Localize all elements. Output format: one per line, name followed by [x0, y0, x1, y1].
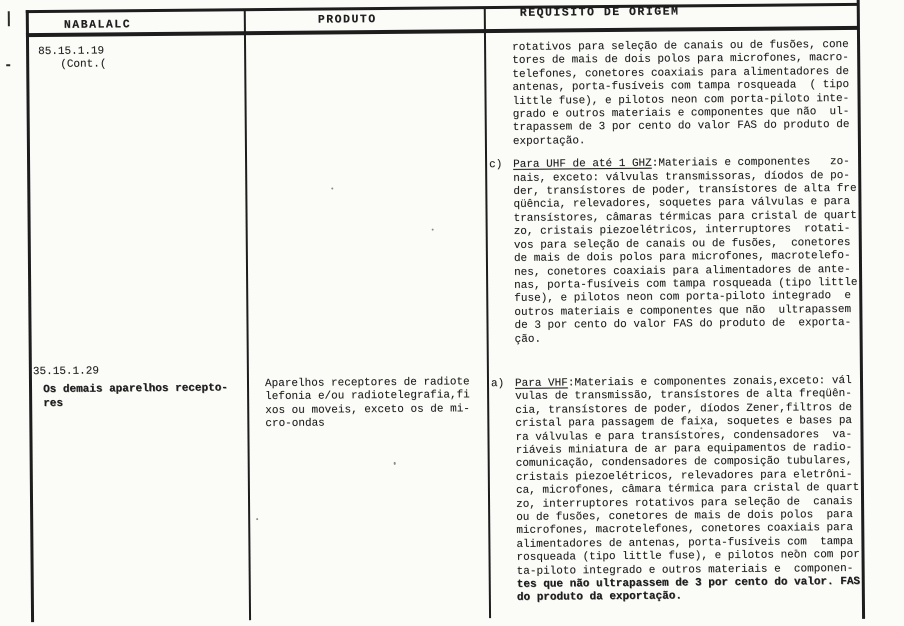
text-line: ta-piloto integrado e outros materiais e componen-: [516, 562, 854, 578]
text-line: a) Para VHF:Materiais e componentes zonais,exceto: vál: [490, 374, 852, 391]
text-line: c) Para UHF de até 1 GHZ:Materiais e componentes zo-: [489, 156, 850, 172]
scan-margin-mark: [6, 64, 10, 66]
underlined-heading: Para VHF: [514, 377, 568, 390]
text-line: cristal para passagem de faixa, soquetes e bases pa: [515, 415, 853, 431]
text-line: nais, exceto: válvulas transmissoras, díodos de po-: [513, 169, 850, 185]
text-line: rotativos para seleção de canais ou de fusões, cone: [512, 38, 849, 54]
text-line: ou de fusões, conetores de mais de dois polos para: [516, 508, 853, 524]
text-line: vulas de transmissão, transístores de alta freqüên-: [515, 388, 852, 404]
paragraph-marker: a): [490, 377, 505, 391]
nabalalc-cell-row2: [33, 364, 228, 411]
text-line: de mais de dois polos para microfones, macrotelefo-: [513, 250, 851, 265]
scan-margin-mark: [8, 11, 10, 26]
text-line: tores de mais de dois polos para microfones, macro-: [512, 52, 849, 68]
column-divider-produto: [244, 9, 251, 620]
nabalalc-code: 85.15.1.19: [38, 45, 105, 59]
text-line: vos para seleção de canais ou de fusões, conetores: [513, 236, 851, 252]
text-line: cia, transístores de poder, díodos Zener,filtros de: [515, 401, 852, 417]
column-divider-requisito: [484, 7, 491, 618]
text-line: trapassem de 3 por cento do valor FAS do produto de: [512, 119, 850, 135]
text-line: res: [43, 397, 64, 410]
text-line: outros materiais e componentes que não ultrapassem: [514, 303, 852, 319]
text-line: little fuse), e pilotos neon com porta-piloto inte-: [512, 92, 850, 108]
text-line: zo, interruptores rotativos para seleção de canais: [516, 495, 853, 511]
text-line: riáveis miniatura de ar para equipamentos de radio-: [515, 441, 853, 457]
scan-speck: [256, 518, 258, 520]
text-line: antenas, porta-fusíveis com tampa rosqueada ( tipo: [512, 79, 850, 95]
origem-paragraph: [489, 156, 861, 347]
scan-speck: [331, 187, 333, 189]
text-line: Os demais aparelhos recepto-: [43, 382, 228, 397]
origem-paragraph: [490, 374, 863, 606]
nabalalc-cont: (Cont.(: [60, 58, 107, 72]
text-line: telefones, conetores coaxiais para alimentadores de: [512, 65, 850, 81]
paragraph-marker: c): [489, 159, 503, 172]
table-border-left: [26, 10, 34, 622]
text-line: rosqueada (tipo little fuse), e pilotos neon com por: [516, 549, 860, 565]
text-line: transístores, câmaras térmicas para cristal de quart: [513, 209, 857, 225]
origem-paragraph: [512, 39, 859, 149]
nabalalc-code: 35.15.1.29: [32, 365, 99, 379]
header-bottom-rule: [26, 26, 858, 37]
text-line: fuse), e pilotos neon com porta-piloto integrado e: [514, 290, 851, 306]
text-line: cro-ondas: [265, 417, 325, 431]
table-border-top: [26, 3, 858, 13]
text-line: grado e outros materiais e componentes que não ul-: [512, 105, 850, 121]
text-line: comunicação, condensadores de composição tubulares,: [515, 455, 853, 471]
nabalalc-cell-row1: [38, 45, 106, 72]
text-line: de 3 por cento do valor FAS do produto de exporta-: [514, 317, 852, 332]
text-line: tes que não ultrapassem de 3 por cento do valor. FAS: [516, 575, 861, 591]
column-header-nabalalc: NABALALC: [63, 18, 132, 32]
scan-speck: [432, 229, 434, 231]
text-line: zo, cristais piezoelétricos, interruptores rotati-: [513, 223, 851, 239]
produto-cell-row2: [265, 376, 470, 431]
text-line: lefonia e/ou radiotelegrafia,fi: [265, 389, 470, 404]
text-line: exportação.: [512, 135, 586, 148]
text-line: cristais piezoelétricos, relevadores para eletrôni-: [515, 468, 853, 484]
text-line: xos ou moveis, exceto os de mi-: [265, 403, 470, 417]
column-header-requisito: REQUISITO DE ORIGEM: [519, 5, 680, 20]
text-line: do produto da exportação.: [516, 590, 682, 605]
text-line: alimentadores de antenas, porta-fusíveis com tampa: [516, 535, 854, 551]
text-line: qüência, relevadores, soquetes para válvulas e para: [513, 196, 851, 212]
underlined-heading: Para UHF de até 1 GHZ: [513, 157, 652, 172]
text-line: microfones, macrotelefones, conetores coaxiais para: [516, 522, 854, 538]
text-line: nes, conetores coaxiais para alimentadores de ante-: [513, 263, 851, 279]
column-header-produto: PRODUTO: [317, 13, 377, 27]
text-line: Aparelhos receptores de radiote: [264, 376, 470, 391]
scan-speck: [394, 462, 396, 465]
text-line: nas, porta-fusíveis com tampa rosqueada (tipo little: [514, 276, 858, 292]
text-line: ca, microfones, câmara térmica para cristal de quart: [515, 482, 860, 498]
text-line: ra válvulas e para transístores, condensadores va-: [515, 428, 853, 444]
text-line: der, transístores de poder, transístores de alta fre: [513, 182, 857, 198]
text-line: ção.: [514, 333, 542, 346]
requisito-de-origem-column: [489, 38, 863, 616]
nabalalc-description: [33, 383, 228, 412]
